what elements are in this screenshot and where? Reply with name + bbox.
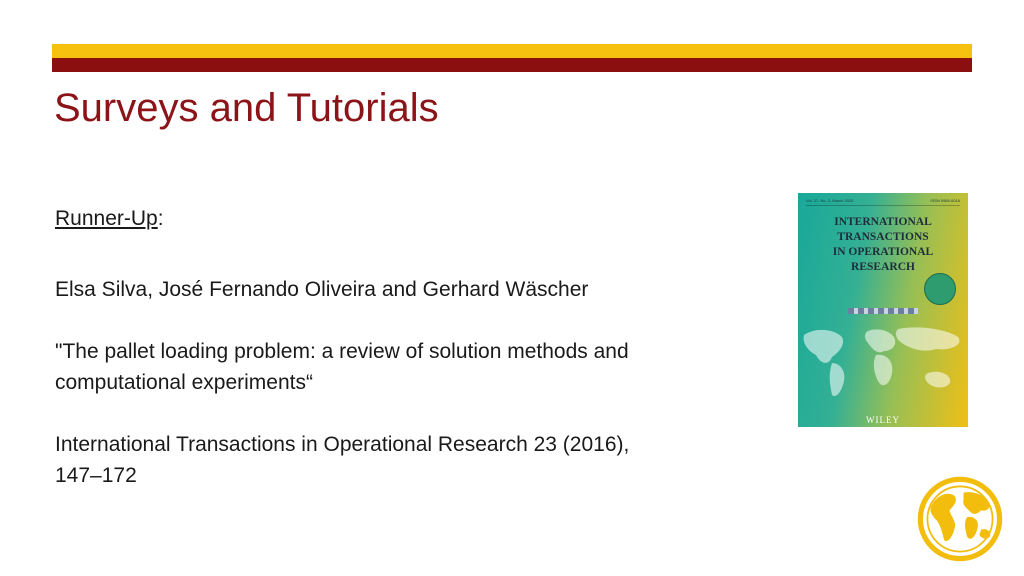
cover-badge: [924, 273, 956, 305]
paper-title-line-2: computational experiments“: [55, 371, 313, 394]
header-bar-red: [52, 58, 972, 72]
cover-header: [806, 198, 960, 206]
cover-issn: ISSN 0969-6016: [930, 198, 960, 203]
authors: Elsa Silva, José Fernando Oliveira and Gerhard Wäscher: [55, 278, 589, 301]
cover-title-line: INTERNATIONAL: [834, 216, 932, 228]
cover-publisher: WILEY: [866, 415, 900, 425]
section-suffix: :: [157, 207, 164, 230]
citation-line-2: 147–172: [55, 464, 137, 487]
paper-title-line-1: "The pallet loading problem: a review of solution methods and: [55, 340, 629, 363]
cover-title-line: RESEARCH: [851, 261, 915, 273]
slide-title: Surveys and Tutorials: [54, 86, 439, 130]
section-heading: [55, 203, 755, 234]
cover-world-map: [798, 323, 968, 403]
slide-content: [55, 203, 755, 491]
cover-title: [798, 215, 968, 275]
citation-line-1: International Transactions in Operational Research 23 (2016),: [55, 433, 630, 456]
cover-title-line: TRANSACTIONS: [837, 231, 929, 243]
journal-cover-image: [798, 193, 968, 427]
header-bar-gold: [52, 44, 972, 58]
cover-ifors-strip: [848, 308, 918, 314]
section-label: Runner-Up: [55, 207, 158, 230]
cover-title-line: IN OPERATIONAL: [832, 246, 934, 258]
cover-volume: Vol. 27, No. 2, March 2020: [806, 198, 854, 203]
globe-icon: [916, 475, 1004, 563]
